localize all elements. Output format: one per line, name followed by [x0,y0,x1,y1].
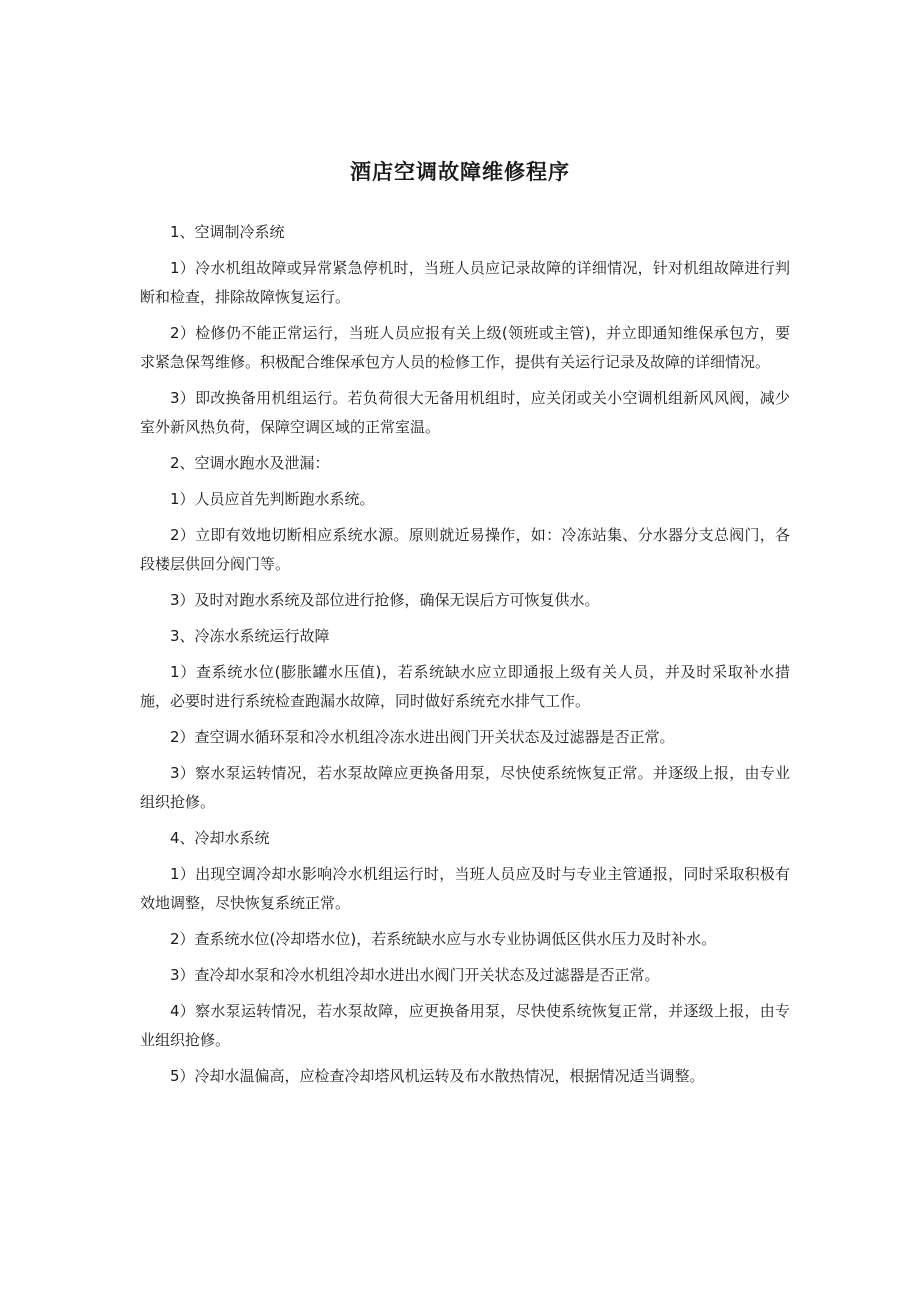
paragraph: 3）及时对跑水系统及部位进行抢修，确保无误后方可恢复供水。 [170,591,600,609]
document-body [140,218,790,1098]
paragraph: 5）冷却水温偏高，应检查冷却塔风机运转及布水散热情况，根据情况适当调整。 [170,1067,705,1085]
paragraph: 3）即改换备用机组运行。若负荷很大无备用机组时，应关闭或关小空调机组新风风阀，减少室外新风热负荷，保障空调区域的正常室温。 [140,389,790,436]
paragraph: 2）查系统水位(冷却塔水位)，若系统缺水应与水专业协调低区供水压力及时补水。 [170,930,717,948]
paragraph: 4）察水泵运转情况，若水泵故障，应更换备用泵，尽快使系统恢复正常，并逐级上报，由专业组织抢修。 [140,1002,790,1049]
paragraph: 2）检修仍不能正常运行，当班人员应报有关上级(领班或主管)，并立即通知维保承包方，要求紧急保驾维修。积极配合维保承包方人员的检修工作，提供有关运行记录及故障的详细情况。 [140,324,790,371]
paragraph: 2）立即有效地切断相应系统水源。原则就近易操作，如：冷冻站集、分水器分支总阀门，各段楼层供回分阀门等。 [140,526,790,573]
paragraph: 1）人员应首先判断跑水系统。 [170,490,375,508]
paragraph: 1）出现空调冷却水影响冷水机组运行时，当班人员应及时与专业主管通报，同时采取积极有效地调整，尽快恢复系统正常。 [140,865,790,912]
section-heading: 2、空调水跑水及泄漏： [170,454,330,472]
paragraph: 1）查系统水位(膨胀罐水压值)，若系统缺水应立即通报上级有关人员，并及时采取补水措施，必要时进行系统检查跑漏水故障，同时做好系统充水排气工作。 [140,663,790,710]
section-heading: 1、空调制冷系统 [170,223,285,241]
paragraph: 1）冷水机组故障或异常紧急停机时，当班人员应记录故障的详细情况，针对机组故障进行判断和检查，排除故障恢复运行。 [140,259,790,306]
paragraph: 3）察水泵运转情况，若水泵故障应更换备用泵，尽快使系统恢复正常。并逐级上报，由专业组织抢修。 [140,764,790,811]
paragraph: 3）查冷却水泵和冷水机组冷却水进出水阀门开关状态及过滤器是否正常。 [170,966,660,984]
document-title: 酒店空调故障维修程序 [350,160,570,184]
section-heading: 4、冷却水系统 [170,829,270,847]
section-heading: 3、冷冻水系统运行故障 [170,627,330,645]
paragraph: 2）查空调水循环泵和冷水机组冷冻水进出阀门开关状态及过滤器是否正常。 [170,728,675,746]
